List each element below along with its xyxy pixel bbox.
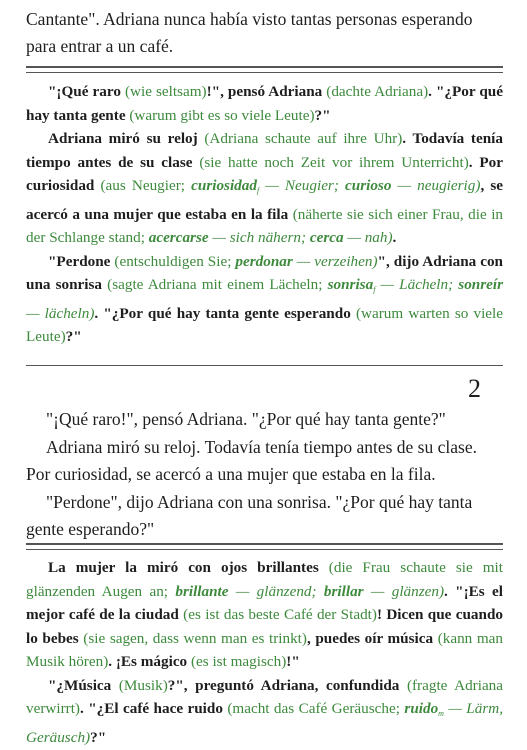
- vocab-term: perdonar: [235, 252, 293, 270]
- german-translation: (sagte Adriana mit einem Lächeln;: [107, 276, 323, 293]
- german-translation: (aus Neugier;: [100, 177, 186, 194]
- german-translation: (kann man Musik hören): [26, 629, 504, 670]
- gender-marker: m: [438, 709, 444, 718]
- spanish-text: .: [392, 229, 397, 246]
- german-translation: (die Frau schaute sie mit glänzenden Augen an;: [26, 559, 503, 600]
- vocab-gloss: — sich nähern;: [212, 229, 307, 246]
- plain-paragraph-1: "¡Qué raro!", pensó Adriana. "¿Por qué hay tanta gente?": [46, 409, 446, 429]
- vocab-gloss: — Lärm, Geräusch): [26, 700, 504, 746]
- vocab-term: ruido: [404, 700, 439, 717]
- vocab-gloss: — Lächeln;: [380, 276, 454, 293]
- german-translation: (näherte sie sich einer Frau, die in der Schlange stand;: [26, 205, 504, 246]
- vocab-term: brillante: [175, 582, 229, 600]
- spanish-text: ", dijo Adriana con una sonrisa: [26, 252, 503, 293]
- german-translation: (Musik): [118, 676, 168, 694]
- spanish-text: "Perdone: [48, 252, 111, 270]
- spanish-text: . Por curiosidad: [26, 153, 504, 194]
- double-rule-top: [26, 66, 503, 73]
- gender-marker: f: [373, 285, 376, 294]
- spanish-text: ! Dicen que cuando lo bebes: [26, 606, 503, 647]
- spanish-text: . "¿Por qué hay tanta gente esperando: [94, 304, 351, 322]
- spanish-text: . Todavía tenía tiempo antes de su clase: [26, 130, 503, 171]
- german-translation: (Adriana schaute auf ihre Uhr): [204, 130, 403, 147]
- vocab-term: acercarse: [148, 229, 209, 246]
- spanish-text: ?", preguntó Adriana, confundida: [167, 676, 400, 694]
- intro-line-2: para entrar a un café.: [26, 36, 174, 56]
- plain-paragraph-2: Adriana miró su reloj. Todavía tenía tiempo antes de su clase. Por curiosidad, se acercó a una mujer que estaba en la fila.: [26, 436, 477, 484]
- vocab-gloss: — glänzen): [370, 582, 445, 600]
- vocab-gloss: — nah): [347, 229, 393, 246]
- section-divider: [26, 365, 503, 366]
- annotated-paragraph: [26, 674, 503, 750]
- vocab-term: cerca: [309, 229, 344, 246]
- german-translation: (es ist das beste Café der Stadt): [183, 606, 377, 623]
- spanish-text: Adriana miró su reloj: [48, 130, 198, 147]
- spanish-text: . ¡Es mágico: [108, 653, 188, 670]
- double-rule-bottom: [26, 543, 503, 550]
- vocab-gloss: — glänzend;: [235, 582, 317, 600]
- intro-line-1: Cantante". Adriana nunca había visto tantas personas esperando: [26, 9, 473, 29]
- spanish-text: "¿Música: [48, 676, 112, 694]
- spanish-text: !", pensó Adriana: [206, 83, 323, 100]
- vocab-term: curiosidad: [191, 177, 257, 194]
- german-translation: (warum gibt es so viele Leute): [129, 106, 315, 124]
- page-number: 2: [468, 374, 481, 403]
- vocab-gloss: — neugierig): [397, 177, 481, 194]
- annotated-block-1: [26, 80, 503, 349]
- vocab-gloss: — verzeihen): [296, 252, 378, 270]
- spanish-text: ?": [314, 106, 331, 124]
- vocab-term: sonreír: [458, 276, 504, 293]
- plain-text-block: [26, 406, 503, 544]
- spanish-text: !": [286, 653, 300, 670]
- spanish-text: "¡Qué raro: [48, 83, 121, 100]
- annotated-block-2: [26, 556, 503, 749]
- spanish-text: . "¿El café hace ruido: [79, 700, 223, 717]
- spanish-text: . "¡Es el mejor café de la ciudad: [26, 582, 503, 623]
- spanish-text: , puedes oír música: [306, 629, 434, 647]
- annotated-paragraph: [26, 80, 503, 127]
- spanish-text: . "¿Por qué hay tanta gente: [26, 83, 503, 124]
- annotated-paragraph: [26, 556, 503, 674]
- german-translation: (entschuldigen Sie;: [114, 252, 232, 270]
- vocab-term: brillar: [323, 582, 364, 600]
- annotated-paragraph: [26, 250, 503, 349]
- gender-marker: f: [256, 186, 260, 195]
- vocab-gloss: — Neugier;: [265, 177, 339, 194]
- german-translation: (wie seltsam): [124, 83, 207, 100]
- german-translation: (es ist magisch): [190, 653, 287, 670]
- german-translation: (warum warten so viele Leute): [26, 304, 504, 345]
- intro-text: [26, 6, 503, 60]
- german-translation: (dachte Adriana): [326, 83, 429, 100]
- vocab-term: sonrisa: [327, 276, 374, 293]
- spanish-text: La mujer la miró con ojos brillantes: [48, 559, 319, 576]
- german-translation: (fragte Adriana verwirrt): [26, 676, 504, 717]
- spanish-text: , se acercó a una mujer que estaba en la fila: [26, 177, 503, 223]
- german-translation: (sie sagen, dass wenn man es trinkt): [83, 629, 307, 647]
- german-translation: (macht das Café Geräusche;: [227, 700, 400, 717]
- vocab-gloss: — lächeln): [26, 304, 95, 322]
- spanish-text: ?": [90, 728, 107, 746]
- vocab-term: curioso: [345, 177, 392, 194]
- plain-paragraph-3: "Perdone", dijo Adriana con una sonrisa. "¿Por qué hay tanta gente esperando?": [26, 491, 473, 539]
- german-translation: (sie hatte noch Zeit vor ihrem Unterricht): [199, 153, 469, 171]
- annotated-paragraph: [26, 127, 503, 250]
- spanish-text: ?": [65, 328, 82, 345]
